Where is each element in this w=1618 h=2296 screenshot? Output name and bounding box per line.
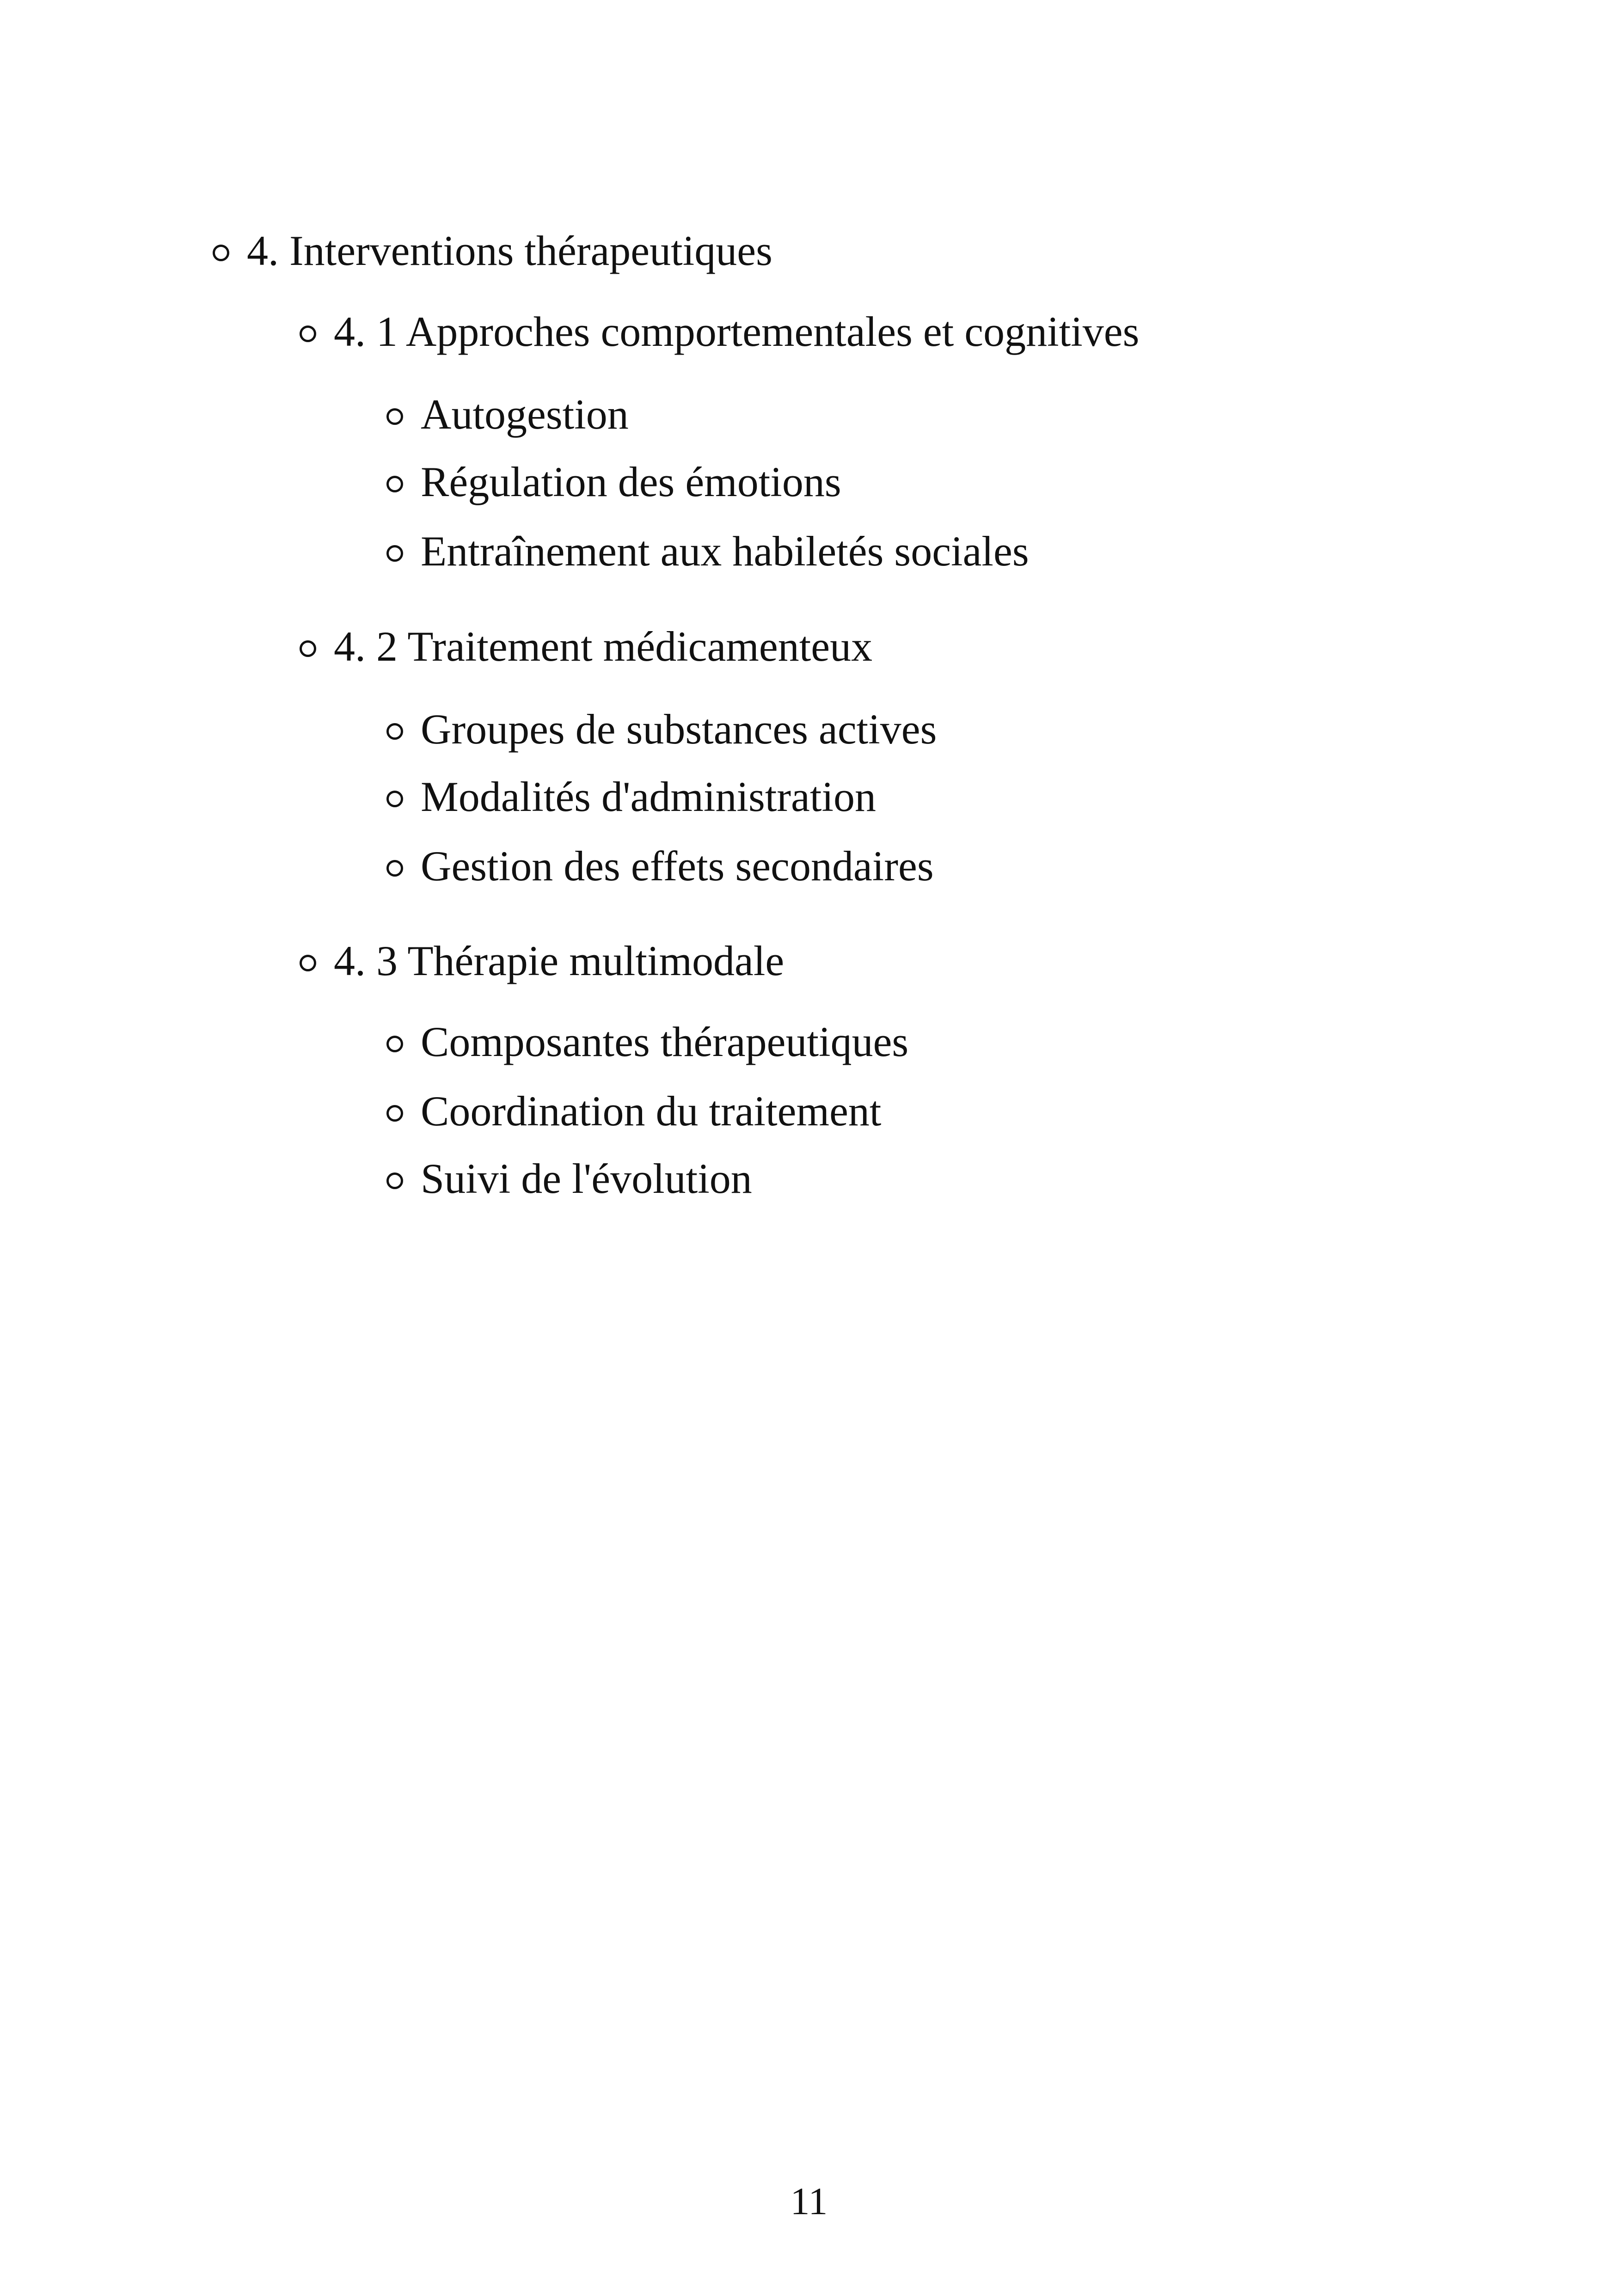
hollow-circle-bullet-icon bbox=[386, 1173, 403, 1189]
list-item bbox=[386, 775, 876, 818]
outline-heading-item bbox=[213, 229, 772, 272]
hollow-circle-bullet-icon bbox=[386, 1036, 403, 1052]
list-item-label: Suivi de l'évolution bbox=[421, 1155, 752, 1202]
list-item bbox=[386, 393, 629, 436]
list-item bbox=[386, 1020, 908, 1063]
list-item bbox=[386, 842, 934, 890]
list-item-label: Gestion des effets secondaires bbox=[421, 842, 934, 890]
section-title: 4. 3 Thérapie multimodale bbox=[334, 937, 784, 984]
list-item-label: Groupes de substances actives bbox=[421, 706, 937, 753]
hollow-circle-bullet-icon bbox=[386, 723, 403, 740]
list-item bbox=[386, 460, 841, 503]
section-item bbox=[300, 310, 1139, 353]
page-number: 11 bbox=[790, 2180, 828, 2223]
hollow-circle-bullet-icon bbox=[386, 1105, 403, 1122]
hollow-circle-bullet-icon bbox=[386, 860, 403, 877]
section-item bbox=[300, 625, 872, 668]
section-item bbox=[300, 939, 784, 982]
section-title: 4. 1 Approches comportementales et cognitives bbox=[334, 308, 1140, 355]
hollow-circle-bullet-icon bbox=[386, 791, 403, 807]
list-item-label: Modalités d'administration bbox=[421, 773, 876, 820]
hollow-circle-bullet-icon bbox=[300, 955, 316, 971]
list-item bbox=[386, 528, 1029, 575]
list-item-label: Autogestion bbox=[421, 391, 629, 438]
section-title: 4. 2 Traitement médicamenteux bbox=[334, 623, 873, 670]
hollow-circle-bullet-icon bbox=[300, 325, 316, 342]
list-item bbox=[386, 1157, 752, 1200]
hollow-circle-bullet-icon bbox=[213, 245, 229, 261]
list-item bbox=[386, 1087, 882, 1135]
list-item-label: Régulation des émotions bbox=[421, 458, 841, 505]
list-item-label: Composantes thérapeutiques bbox=[421, 1018, 909, 1065]
hollow-circle-bullet-icon bbox=[386, 545, 403, 562]
list-item-label: Entraînement aux habiletés sociales bbox=[421, 528, 1029, 575]
hollow-circle-bullet-icon bbox=[386, 408, 403, 425]
hollow-circle-bullet-icon bbox=[300, 640, 316, 657]
outline-heading: 4. Interventions thérapeutiques bbox=[247, 227, 772, 274]
hollow-circle-bullet-icon bbox=[386, 476, 403, 492]
list-item-label: Coordination du traitement bbox=[421, 1087, 882, 1135]
list-item bbox=[386, 706, 937, 753]
